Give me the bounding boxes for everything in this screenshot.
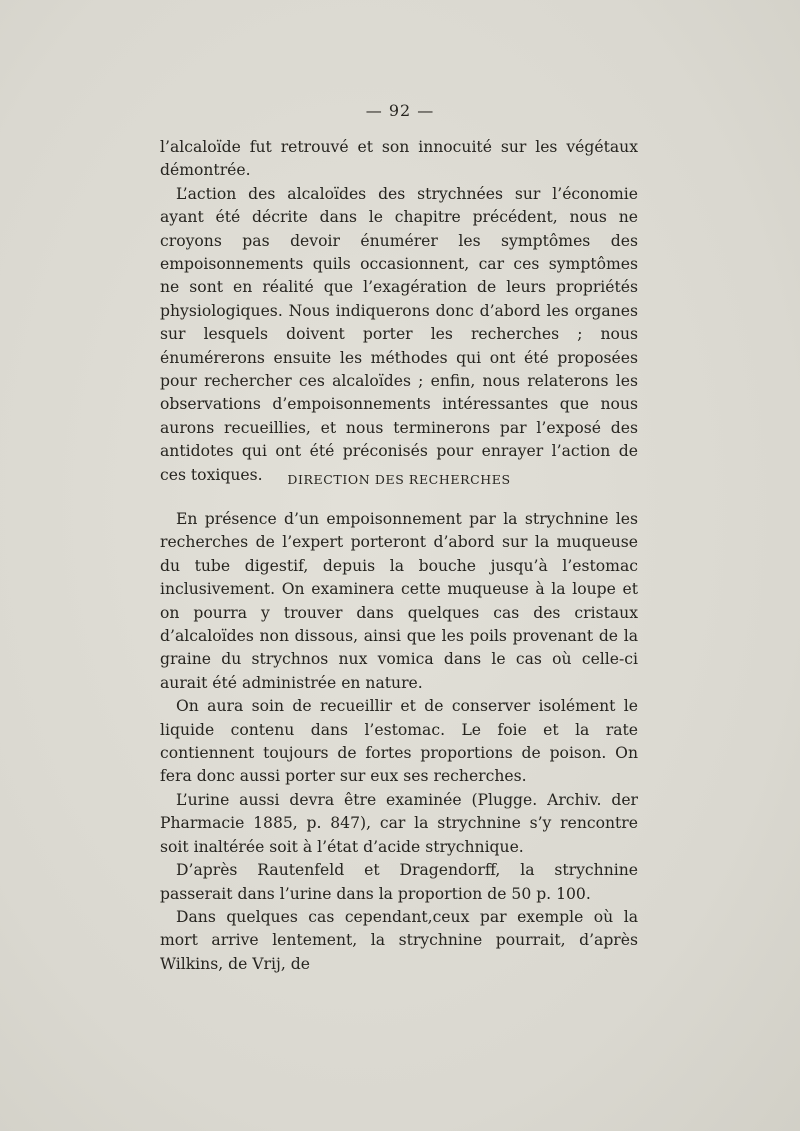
section-heading: DIRECTION DES RECHERCHES	[287, 472, 511, 487]
paragraph: En présence d’un empoisonnement par la strychnine les recherches de l’expert porteront d’abord sur la muqueuse du tube digestif, depuis la bouche jusqu’à l’estomac inclusivement. On examinera cette muqueuse à la loupe et on pourra y trouver dans quelques cas des cristaux d’alcaloïdes non dissous, ainsi que les poils provenant de la graine du strychnos nux vomica dans le cas où celle-ci aurait été administrée en nature.	[160, 510, 638, 692]
paragraph: L’urine aussi devra être examinée (Plugge. Archiv. der Pharmacie 1885, p. 847), car la strychnine s’y rencontre soit inaltérée soit à l’état d’acide strychnique.	[160, 790, 638, 856]
paragraph: l’alcaloïde fut retrouvé et son innocuité sur les végétaux démontrée.	[160, 138, 638, 180]
page-number: — 92 —	[365, 101, 435, 120]
text-block-intro	[160, 136, 638, 487]
paragraph: Dans quelques cas cependant,ceux par exemple où la mort arrive lentement, la strychnine pourrait, d’après Wilkins, de Vrij, de	[160, 907, 638, 973]
paragraph: On aura soin de recueillir et de conserver isolément le liquide contenu dans l’estomac. Le foie et la rate contiennent toujours de fortes proportions de poison. On fera donc aussi porter sur eux ses recherches.	[160, 697, 638, 786]
text-block-section	[160, 508, 638, 976]
paragraph: L’action des alcaloïdes des strychnées sur l’économie ayant été décrite dans le chapitre précédent, nous ne croyons pas devoir énumérer les symptômes des empoisonnements quils occasionnent, car ces symptômes ne sont en réalité que l’exagération de leurs propriétés physiologiques. Nous indiquerons donc d’abord les organes sur lesquels doivent porter les recherches ; nous énumérerons ensuite les méthodes qui ont été proposées pour rechercher ces alcaloïdes ; enfin, nous relaterons les observations d’empoisonnements intéressantes que nous aurons recueillies, et nous terminerons par l’exposé des antidotes qui ont été préconisés pour enrayer l’action de ces toxiques.	[160, 184, 638, 484]
paragraph: D’après Rautenfeld et Dragendorff, la strychnine passerait dans l’urine dans la proportion de 50 p. 100.	[160, 861, 638, 903]
